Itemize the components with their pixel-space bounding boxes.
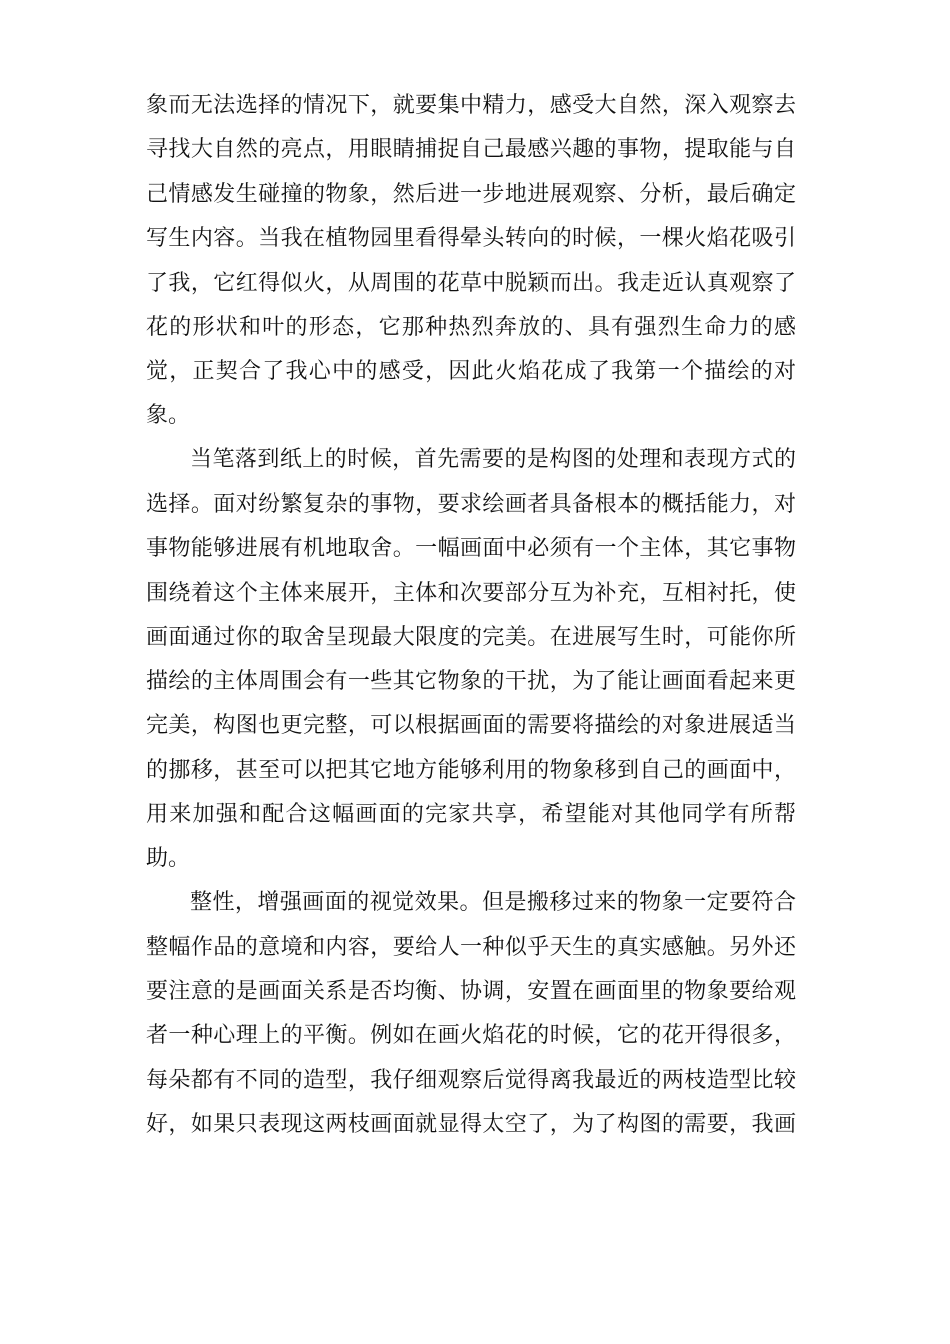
text-line: 象而无法选择的情况下，就要集中精力，感受大自然，深入观察去 xyxy=(146,93,796,118)
text-line: 己情感发生碰撞的物象，然后进一步地进展观察、分析，最后确定 xyxy=(146,182,796,207)
text-line: 者一种心理上的平衡。例如在画火焰花的时候，它的花开得很多， xyxy=(146,1023,796,1048)
text-line: 围绕着这个主体来展开，主体和次要部分互为补充，互相衬托，使 xyxy=(146,581,796,606)
text-line: 象。 xyxy=(146,403,191,428)
text-line: 用来加强和配合这幅画面的完家共享，希望能对其他同学有所帮 xyxy=(146,802,796,827)
text-line: 整幅作品的意境和内容，要给人一种似乎天生的真实感触。另外还 xyxy=(146,935,796,960)
paragraph-first-line: 整性，增强画面的视觉效果。但是搬移过来的物象一定要符合 xyxy=(190,890,796,915)
text-line: 助。 xyxy=(146,846,191,871)
text-line: 了我，它红得似火，从周围的花草中脱颖而出。我走近认真观察了 xyxy=(146,271,796,296)
text-line: 花的形状和叶的形态，它那种热烈奔放的、具有强烈生命力的感 xyxy=(146,315,796,340)
text-line: 描绘的主体周围会有一些其它物象的干扰，为了能让画面看起来更 xyxy=(146,669,796,694)
text-line: 每朵都有不同的造型，我仔细观察后觉得离我最近的两枝造型比较 xyxy=(146,1068,796,1093)
text-line: 选择。面对纷繁复杂的事物，要求绘画者具备根本的概括能力，对 xyxy=(146,492,796,517)
text-line: 事物能够进展有机地取舍。一幅画面中必须有一个主体，其它事物 xyxy=(146,536,796,561)
text-line: 要注意的是画面关系是否均衡、协调，安置在画面里的物象要给观 xyxy=(146,979,796,1004)
text-line: 好，如果只表现这两枝画面就显得太空了，为了构图的需要，我画 xyxy=(146,1112,796,1137)
text-line: 完美，构图也更完整，可以根据画面的需要将描绘的对象进展适当 xyxy=(146,713,796,738)
text-line: 写生内容。当我在植物园里看得晕头转向的时候，一棵火焰花吸引 xyxy=(146,226,796,251)
text-line: 寻找大自然的亮点，用眼睛捕捉自己最感兴趣的事物，提取能与自 xyxy=(146,137,796,162)
text-line: 的挪移，甚至可以把其它地方能够利用的物象移到自己的画面中， xyxy=(146,758,796,783)
text-line: 觉，正契合了我心中的感受，因此火焰花成了我第一个描绘的对 xyxy=(146,359,796,384)
text-line: 画面通过你的取舍呈现最大限度的完美。在进展写生时，可能你所 xyxy=(146,625,796,650)
paragraph-first-line: 当笔落到纸上的时候，首先需要的是构图的处理和表现方式的 xyxy=(190,447,796,472)
